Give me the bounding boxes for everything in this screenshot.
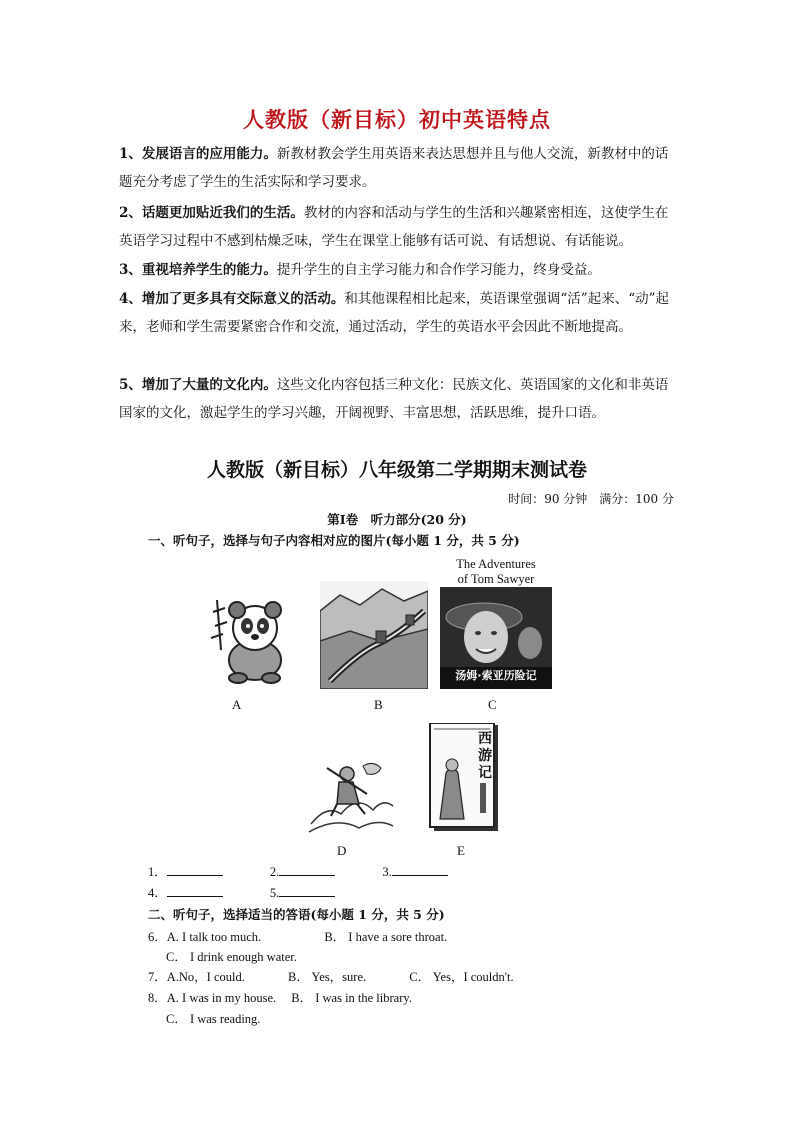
exam-meta: 时间：90 分钟 满分：100 分 [508,492,674,506]
answer-number: 5. [269,886,280,900]
answer-blank[interactable] [279,863,335,876]
answer-blank[interactable] [167,884,223,897]
book-c-title-line1: The Adventures [456,557,536,571]
feature-body: 提升学生的自主学习能力和合作学习能力，终身受益。 [276,262,601,278]
answer-row-1 [148,862,448,880]
monkey-king-icon [307,754,395,834]
feature-head: 5、增加了大量的文化内。 [119,377,277,393]
section2-heading: 二、听句子，选择适当的答语(每小题 1 分，共 5 分) [148,907,445,922]
picture-d-journey-scene [307,754,395,834]
book-c-cn-title: 汤姆·索亚历险记 [455,669,537,682]
feature-body: 和其他课程相比起来，英语课堂强调“活”起来、“动”起来，老师和学生需要紧密合作和交流，通过活动，学生的英语水平会因此不断地提高。 [119,291,670,335]
feature-item-5 [119,371,679,427]
picture-label-a: A [232,697,242,712]
feature-item-4 [119,285,679,341]
picture-label-c: C [488,697,497,712]
feature-item-3 [119,256,679,284]
answer-number: 2. [269,865,280,879]
picture-a-panda [203,590,293,685]
picture-label-e: E [457,843,465,858]
feature-item-1 [119,140,679,196]
feature-head: 2、话题更加贴近我们的生活。 [119,205,304,221]
picture-c-book-tom-sawyer [440,557,552,689]
q8-option-b: B． I was in the library. [291,991,412,1005]
picture-label-b: B [374,697,383,712]
question-6 [148,927,447,945]
answer-blank[interactable] [392,863,448,876]
answer-row-2 [148,883,335,901]
book-c-title-line2: of Tom Sawyer [457,572,535,586]
great-wall-icon [320,581,428,689]
feature-item-2 [119,199,679,255]
q6-option-b: B． I have a sore throat. [324,930,448,944]
exam-title: 人教版（新目标）八年级第二学期期末测试卷 [206,459,587,481]
question-7 [148,967,514,985]
feature-body: 新教材教会学生用英语来表达思想并且与他人交流，新教材中的话题充分考虑了学生的生活实际和学习要求。 [119,146,669,190]
q8-option-a: 8．A. I was in my house. [148,991,277,1005]
picture-e-book-journey-west [428,723,500,833]
features-title: 人教版（新目标）初中英语特点 [243,108,551,132]
answer-blank[interactable] [167,863,223,876]
q6-option-c: C． I drink enough water. [166,950,297,964]
panda-icon [203,590,293,685]
q8-option-c: C． I was reading. [166,1012,261,1026]
part1-heading: 第Ⅰ卷 听力部分(20 分) [327,512,467,527]
answer-number: 4． [148,886,167,900]
answer-blank[interactable] [279,884,335,897]
answer-number: 1． [148,865,167,879]
q7-option-a: 7．A.No，I could. [148,970,245,984]
feature-head: 4、增加了更多具有交际意义的活动。 [119,291,345,307]
q7-option-c: C． Yes，I couldn't. [409,970,514,984]
feature-head: 3、重视培养学生的能力。 [119,262,277,278]
book-e-title: 西游记 [478,731,492,781]
q7-option-b: B． Yes，sure. [288,970,367,984]
section1-heading: 一、听句子，选择与句子内容相对应的图片(每小题 1 分，共 5 分) [148,533,520,548]
picture-b-great-wall [320,581,428,689]
feature-body: 教材的内容和活动与学生的生活和兴趣紧密相连，这使学生在英语学习过程中不感到枯燥乏味，学生在课堂上能够有话可说、有话想说、有话能说。 [119,205,669,249]
feature-head: 1、发展语言的应用能力。 [119,146,277,162]
answer-number: 3. [382,865,392,879]
q6-option-a: 6．A. I talk too much. [148,930,262,944]
picture-label-d: D [337,843,347,858]
question-8 [148,988,412,1006]
feature-body: 这些文化内容包括三种文化：民族文化、英语国家的文化和非英语国家的文化，激起学生的学习兴趣，开阔视野、丰富思想，活跃思维，提升口语。 [119,377,669,421]
